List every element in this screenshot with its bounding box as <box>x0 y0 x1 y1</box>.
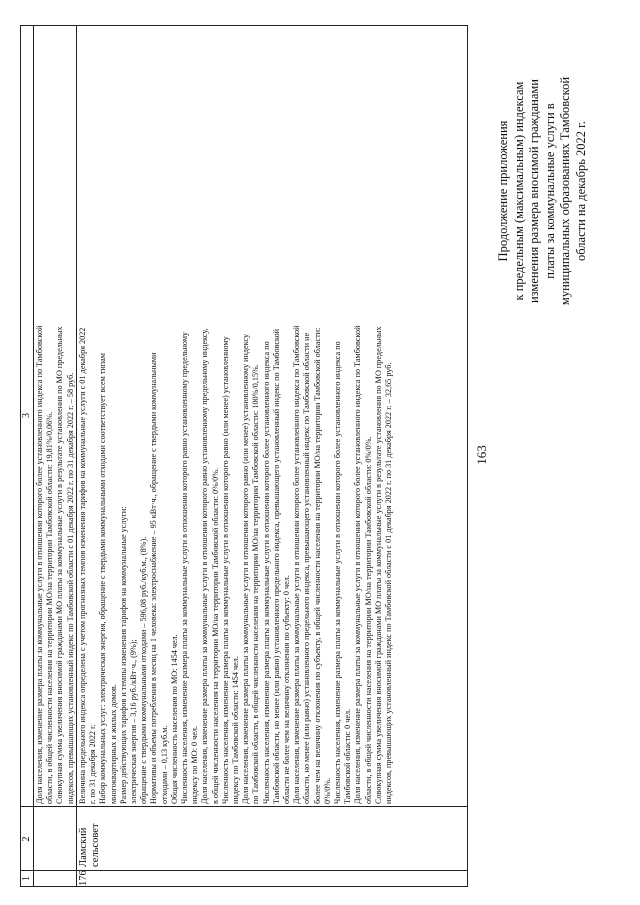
column-divider-2 <box>21 806 467 807</box>
header-col-3: 3 <box>21 413 32 418</box>
row-line: 0%/0%. <box>322 777 332 804</box>
appendix-line: Продолжение приложения <box>496 120 510 262</box>
row-line: Численность населения, изменение размера платы за коммунальные услуги в отношении которого более установленного индекса по <box>333 341 343 804</box>
row-divider <box>76 26 77 886</box>
row-line: Доля населения, изменение размера платы за коммунальные услуги в отношении которого равно установленному предельному индексу, <box>200 328 210 804</box>
appendix-line: муниципальных образованиях Тамбовской <box>558 76 572 306</box>
row-line: Тамбовской области: 0 чел. <box>343 708 353 804</box>
row-line: области, но менее (или равно) установленного предельного индекса, превышающего установленный индекс по Тамбовской области не <box>302 332 312 804</box>
row-line: Численность населения, изменение размера платы за коммунальные услуги в отношении которого равно (или менее) установленному <box>220 336 230 804</box>
row-line: области, в общей численности населения на территории МО/на территории Тамбовской области: 0%/0%. <box>363 436 373 804</box>
prev-row-line: индексов, превышающих установленный индекс по Тамбовской области с 01 декабря 2022 г. по 31 декабря 2022 г. – 58 руб. <box>65 372 75 804</box>
row-line: индексу по МО: 0 чел. <box>190 725 200 804</box>
row-line: Совокупная сумма увеличения вносимой гражданами МО платы за коммунальные услуги в результате установления по МО предельных <box>373 326 383 804</box>
row-line: Доля населения, изменение размера платы за коммунальные услуги в отношении которого более установленного индекса по Тамбовской <box>292 325 302 804</box>
prev-row-line: области, в общей численности населения на территории МО/на территории Тамбовской области: 19,81%/0,06%. <box>45 411 55 804</box>
appendix-line: к предельным (максимальным) индексам <box>511 81 526 301</box>
row-line: Тамбовской области, но менее (или равно) установленного предельного индекса, превышающего установленный индекс по Тамбовской <box>271 328 281 804</box>
row-line: индексу по Тамбовской области: 1454 чел. <box>231 656 241 804</box>
row-line: Общая численность населения по МО: 1454 чел. <box>169 634 179 804</box>
row-line: области не более чем на величину отклонения по субъекту: 0 чел. <box>282 575 292 804</box>
row-line: г. по 31 декабря 2022 г. <box>88 724 98 804</box>
tariff-index-table <box>20 25 468 887</box>
row-line: Величина предельного индекса определена с учетом прогнозных темпов изменения тарифов на коммунальные услуги с 01 декабря 2022 <box>78 327 87 804</box>
row-line: Размер действующих тарифов и темпы изменения тарифов на коммунальные услуги: <box>118 506 128 804</box>
row-line: Набор коммунальных услуг: электрическая энергия, обращение с твердыми коммунальными отходами соответствует всем типам <box>98 353 108 804</box>
appendix-line: изменения размера вносимой гражданами <box>527 79 541 304</box>
row-line: отходами – 0,13 куб.м. <box>159 725 169 804</box>
prev-row-line: Совокупная сумма увеличения вносимой гражданами МО платы за коммунальные услуги в результате установления по МО предельных <box>55 326 65 804</box>
row-line: Численность населения, изменение размера платы за коммунальные услуги в отношении которого равно установленному предельному <box>180 331 190 804</box>
row-line: в общей численности населения на территории МО/на территории Тамбовской области: 0%/0%. <box>210 467 220 804</box>
row-line: Нормативы и объемы потребления в месяц на 1 человека: электроснабжение – 95 кВт·ч., обращение с твердыми коммунальными <box>149 352 159 804</box>
row-number: 176 <box>78 870 89 886</box>
appendix-line: платы за коммунальные услуги в <box>542 103 557 279</box>
row-line: обращение с твердыми коммунальными отходами – 596,08 руб./куб.м., (8%). <box>139 536 149 804</box>
prev-row-line: Доля населения, изменение размера платы за коммунальные услуги в отношении которого более установленного индекса по Тамбовской <box>35 325 44 804</box>
table-header-row <box>21 26 34 886</box>
row-line: Численность населения, изменение размера платы за коммунальные услуги в отношении которого более установленного индекса по <box>261 341 271 804</box>
row-line: индексов, превышающих установленный индекс по Тамбовской области с 01 декабря 2022 г. по 31 декабря 2022 г. – 32,65 руб. <box>384 362 394 804</box>
header-col-2: 2 <box>21 836 32 842</box>
row-line: Доля населения, изменение размера платы за коммунальные услуги в отношении которого более установленного индекса по Тамбовской <box>353 325 363 804</box>
appendix-heading <box>496 21 589 361</box>
rotated-page <box>20 15 620 895</box>
row-line: Доля населения, изменение размера платы за коммунальные услуги в отношении которого равно (или менее) установленному индексу <box>241 333 251 804</box>
row-line: более чем на величину отклонения по субъекту, в общей численности населения на территории МО/на территории Тамбовской области: <box>312 327 322 804</box>
row-description <box>78 28 468 804</box>
prev-row-text <box>35 28 76 804</box>
header-col-1: 1 <box>21 876 32 881</box>
row-line: по Тамбовской области, в общей численности населения на территории МО/на территории Тамбовской области: 100%/0,15%. <box>251 364 261 804</box>
page-number: 163 <box>474 445 489 465</box>
row-line: многоквартирных и жилых домов. <box>108 684 118 804</box>
municipality-name: Ламский сельсовет <box>78 823 101 867</box>
row-line: электрическая энергия – 3,16 руб./кВт·ч., (9%); <box>129 639 139 804</box>
appendix-line: области на декабрь 2022 г. <box>573 121 588 262</box>
